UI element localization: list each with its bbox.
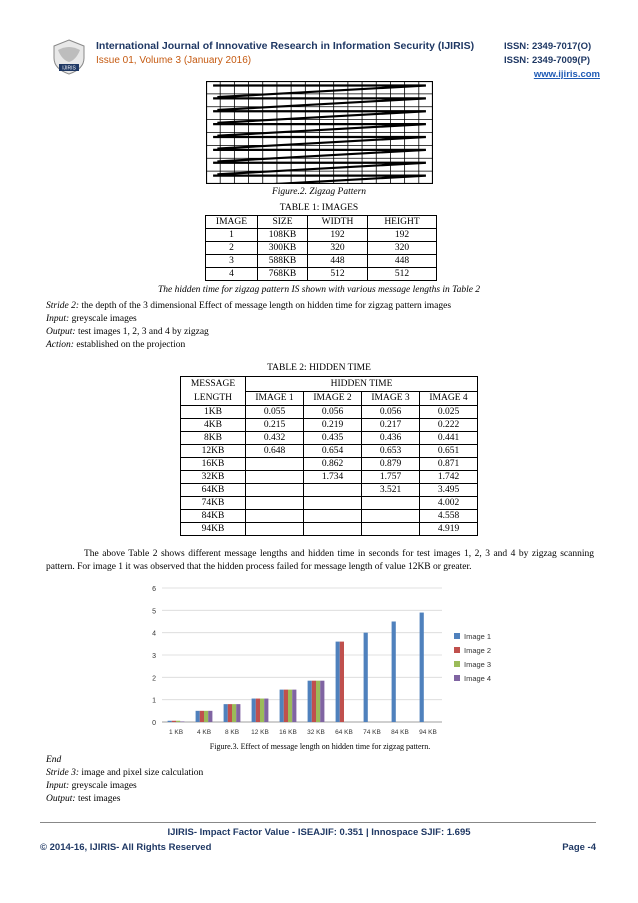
y-tick-label: 3: [152, 653, 156, 660]
table1-cell: 320: [368, 242, 437, 255]
x-tick-label: 16 KB: [279, 729, 297, 736]
table2-cell: 4.919: [420, 523, 478, 536]
legend-label: Image 2: [464, 646, 492, 655]
table2-cell: 0.215: [246, 419, 304, 432]
logo-text: IJIRIS: [62, 65, 76, 72]
bar-image-1: [224, 704, 228, 722]
table2-cell: 0.222: [420, 419, 478, 432]
table1-header: SIZE: [258, 216, 308, 229]
y-tick-label: 0: [152, 720, 156, 727]
table2-cell: 3.521: [362, 484, 420, 497]
table2-title: TABLE 2: HIDDEN TIME: [267, 363, 371, 373]
bar-image-2: [172, 721, 176, 722]
table2-cell: [362, 523, 420, 536]
table2-cell: 64KB: [181, 484, 246, 497]
footer-copyright: © 2014-16, IJIRIS- All Rights Reserved: [40, 842, 212, 853]
table2-cell: 1.734: [304, 471, 362, 484]
table2-cell: 0.217: [362, 419, 420, 432]
figure3-caption: Figure.3. Effect of message length on hidden time for zigzag pattern.: [209, 742, 431, 751]
stride3-output-label: Output:: [46, 794, 76, 804]
table2-cell: 0.435: [304, 432, 362, 445]
bar-image-4: [264, 699, 268, 722]
stride3-input-label: Input:: [46, 781, 70, 791]
table1-row: [206, 268, 437, 281]
bar-image-1: [336, 642, 340, 722]
table2-image-header: IMAGE 3: [362, 391, 420, 406]
x-tick-label: 74 KB: [363, 729, 381, 736]
table2-cell: 16KB: [181, 458, 246, 471]
table2-cell: [304, 497, 362, 510]
legend-label: Image 1: [464, 632, 492, 641]
bar-image-3: [176, 721, 180, 722]
bar-image-4: [236, 704, 240, 722]
stride2-action-label: Action:: [46, 340, 74, 350]
stride2-text: the depth of the 3 dimensional Effect of message length on hidden time for zigzag pattern images: [78, 301, 452, 311]
table2-cell: [304, 523, 362, 536]
stride2-action-line: [46, 340, 185, 350]
table2-cell: [246, 484, 304, 497]
stride3-input-text: greyscale images: [69, 781, 137, 791]
table1-header: WIDTH: [308, 216, 368, 229]
stride2-output-label: Output:: [46, 327, 76, 337]
table1-cell: 108KB: [258, 229, 308, 242]
table2-cell: 0.055: [246, 406, 304, 419]
legend-label: Image 3: [464, 660, 492, 669]
footer-impact-factor: IJIRIS- Impact Factor Value - ISEAJIF: 0.351 | Innospace SJIF: 1.695: [167, 827, 471, 838]
table2-row: [181, 523, 478, 536]
y-tick-label: 6: [152, 586, 156, 593]
table1-cell: 1: [206, 229, 258, 242]
figure2-caption: Figure.2. Zigzag Pattern: [271, 187, 367, 197]
table1-cell: 448: [308, 255, 368, 268]
stride3-label: Stride 3:: [46, 768, 79, 778]
x-tick-label: 8 KB: [224, 729, 240, 736]
stride2-action-text: established on the projection: [73, 340, 186, 350]
table2-msg-header: [181, 377, 246, 406]
legend-swatch: [454, 633, 460, 639]
table2-row: [181, 497, 478, 510]
x-tick-label: 12 KB: [251, 729, 269, 736]
y-tick-label: 2: [152, 675, 156, 683]
table1-row: [206, 255, 437, 268]
y-tick-label: 4: [152, 630, 156, 638]
table2-cell: [246, 458, 304, 471]
table2-cell: [246, 471, 304, 484]
footer-divider: [40, 822, 596, 823]
website-link[interactable]: www.ijiris.com: [533, 69, 600, 80]
table2-cell: [246, 510, 304, 523]
table1-cell: 448: [368, 255, 437, 268]
stride3-output-text: test images: [75, 794, 121, 804]
bar-image-4: [208, 711, 212, 722]
bar-image-2: [256, 699, 260, 722]
discussion-paragraph: The above Table 2 shows different message lengths and hidden time in seconds for test images 1, 2, 3 and 4 by zigzag scanning pattern. For image 1 it was observed that the hidden process failed for message length of value 12KB or greater.: [46, 549, 594, 572]
x-tick-label: 32 KB: [307, 729, 325, 736]
legend-swatch: [454, 675, 460, 681]
table2-cell: [304, 510, 362, 523]
bar-image-1: [364, 633, 368, 722]
table2-cell: 0.862: [304, 458, 362, 471]
y-tick-label: 1: [152, 697, 156, 705]
stride3-text: image and pixel size calculation: [78, 768, 204, 778]
table2-cell: 74KB: [181, 497, 246, 510]
table2-cell: 12KB: [181, 445, 246, 458]
bar-image-1: [252, 699, 256, 722]
table2-cell: 8KB: [181, 432, 246, 445]
table2-row: [181, 406, 478, 419]
end-line: [46, 755, 61, 765]
table2-cell: [246, 523, 304, 536]
table2-image-header: IMAGE 1: [246, 391, 304, 406]
journal-title: International Journal of Innovative Research in Information Security (IJIRIS): [96, 40, 475, 52]
table1-cell: 588KB: [258, 255, 308, 268]
table2-group-header: HIDDEN TIME: [246, 377, 478, 392]
table2-cell: 4.558: [420, 510, 478, 523]
bar-image-2: [284, 690, 288, 722]
table2-cell: 0.653: [362, 445, 420, 458]
table2-cell: 0.441: [420, 432, 478, 445]
bar-image-1: [392, 622, 396, 723]
zigzag-pattern-figure: [206, 81, 433, 184]
stride2-label: Stride 2:: [46, 301, 79, 311]
table2-row: [181, 445, 478, 458]
table2-cell: 0.219: [304, 419, 362, 432]
issn-online: ISSN: 2349-7017(O): [504, 41, 592, 52]
table2-cell: 0.025: [420, 406, 478, 419]
table2-image-header: IMAGE 2: [304, 391, 362, 406]
hidden-time-bar-chart: [140, 580, 500, 742]
table1-cell: 512: [308, 268, 368, 281]
table2-cell: [246, 497, 304, 510]
table1-cell: 192: [368, 229, 437, 242]
y-tick-label: 5: [152, 608, 156, 616]
table2-image-header: IMAGE 4: [420, 391, 478, 406]
end-text: End: [46, 755, 62, 765]
table1-title: TABLE 1: IMAGES: [279, 203, 359, 213]
x-tick-label: 64 KB: [335, 729, 353, 736]
table2-row: [181, 484, 478, 497]
table2-cell: 1.742: [420, 471, 478, 484]
table1-header-row: [206, 216, 437, 229]
table2-cell: 94KB: [181, 523, 246, 536]
journal-logo-icon: [50, 38, 88, 76]
table1-row: [206, 242, 437, 255]
bar-image-4: [292, 690, 296, 722]
bar-image-1: [280, 690, 284, 722]
table1-cell: 4: [206, 268, 258, 281]
table2-cell: 0.654: [304, 445, 362, 458]
table2-row: [181, 419, 478, 432]
table2-cell: 0.648: [246, 445, 304, 458]
table2-row: [181, 458, 478, 471]
legend-label: Image 4: [464, 674, 492, 683]
table1-cell: 320: [308, 242, 368, 255]
bar-image-4: [180, 721, 184, 722]
issn-print: ISSN: 2349-7009(P): [504, 55, 591, 66]
bar-image-4: [320, 681, 324, 722]
table2-cell: [362, 497, 420, 510]
bar-image-3: [316, 681, 320, 722]
table2: [180, 376, 478, 536]
bar-image-1: [420, 613, 424, 722]
x-tick-label: 1 KB: [168, 729, 184, 736]
table2-row: [181, 510, 478, 523]
table1-cell: 768KB: [258, 268, 308, 281]
bar-image-2: [200, 711, 204, 722]
table2-cell: 1KB: [181, 406, 246, 419]
bar-image-2: [228, 704, 232, 722]
bar-image-1: [308, 681, 312, 722]
stride2-line: [46, 301, 451, 311]
table1-row: [206, 229, 437, 242]
x-tick-label: 94 KB: [419, 729, 437, 736]
table2-cell: 1.757: [362, 471, 420, 484]
x-tick-label: 4 KB: [196, 729, 212, 736]
bar-image-3: [204, 711, 208, 722]
table2-cell: 0.436: [362, 432, 420, 445]
table2-cell: 4KB: [181, 419, 246, 432]
bar-image-1: [168, 721, 172, 722]
table2-cell: 0.432: [246, 432, 304, 445]
table2-row: [181, 432, 478, 445]
bar-image-3: [232, 704, 236, 722]
stride2-input-text: greyscale images: [69, 314, 137, 324]
table2-cell: 3.495: [420, 484, 478, 497]
stride2-output-line: [46, 327, 209, 337]
stride3-output-line: [46, 794, 120, 804]
x-tick-label: 84 KB: [391, 729, 409, 736]
bar-image-1: [196, 711, 200, 722]
table2-msg-header-2: LENGTH: [194, 393, 232, 403]
table1-header: HEIGHT: [368, 216, 437, 229]
table1-cell: 192: [308, 229, 368, 242]
table1-cell: 2: [206, 242, 258, 255]
table2-cell: [304, 484, 362, 497]
table2-cell: 0.651: [420, 445, 478, 458]
bar-image-3: [288, 690, 292, 722]
table1-header: IMAGE: [206, 216, 258, 229]
stride2-output-text: test images 1, 2, 3 and 4 by zigzag: [75, 327, 209, 337]
bar-image-2: [312, 681, 316, 722]
table2-cell: 0.056: [304, 406, 362, 419]
legend-swatch: [454, 647, 460, 653]
issn-block: [504, 40, 600, 68]
table1-cell: 300KB: [258, 242, 308, 255]
table2-cell: [362, 510, 420, 523]
table2-cell: 84KB: [181, 510, 246, 523]
table2-cell: 32KB: [181, 471, 246, 484]
bar-image-3: [260, 699, 264, 722]
stride2-input-line: [46, 314, 137, 324]
table2-cell: 0.879: [362, 458, 420, 471]
stride3-line: [46, 768, 203, 778]
stride3-input-line: [46, 781, 137, 791]
table2-row: [181, 471, 478, 484]
footer-page-number: Page -4: [562, 842, 596, 853]
legend-swatch: [454, 661, 460, 667]
table2-msg-header-1: MESSAGE: [190, 379, 236, 389]
table1-note: The hidden time for zigzag pattern IS shown with various message lengths in Table 2: [157, 285, 481, 295]
issue-info: Issue 01, Volume 3 (January 2016): [96, 55, 252, 66]
table2-cell: 4.002: [420, 497, 478, 510]
bar-image-2: [340, 642, 344, 722]
table2-cell: 0.056: [362, 406, 420, 419]
table1: [205, 215, 437, 281]
table1-cell: 3: [206, 255, 258, 268]
table2-cell: 0.871: [420, 458, 478, 471]
table2-group-header-row: [181, 377, 478, 392]
stride2-input-label: Input:: [46, 314, 70, 324]
table1-cell: 512: [368, 268, 437, 281]
